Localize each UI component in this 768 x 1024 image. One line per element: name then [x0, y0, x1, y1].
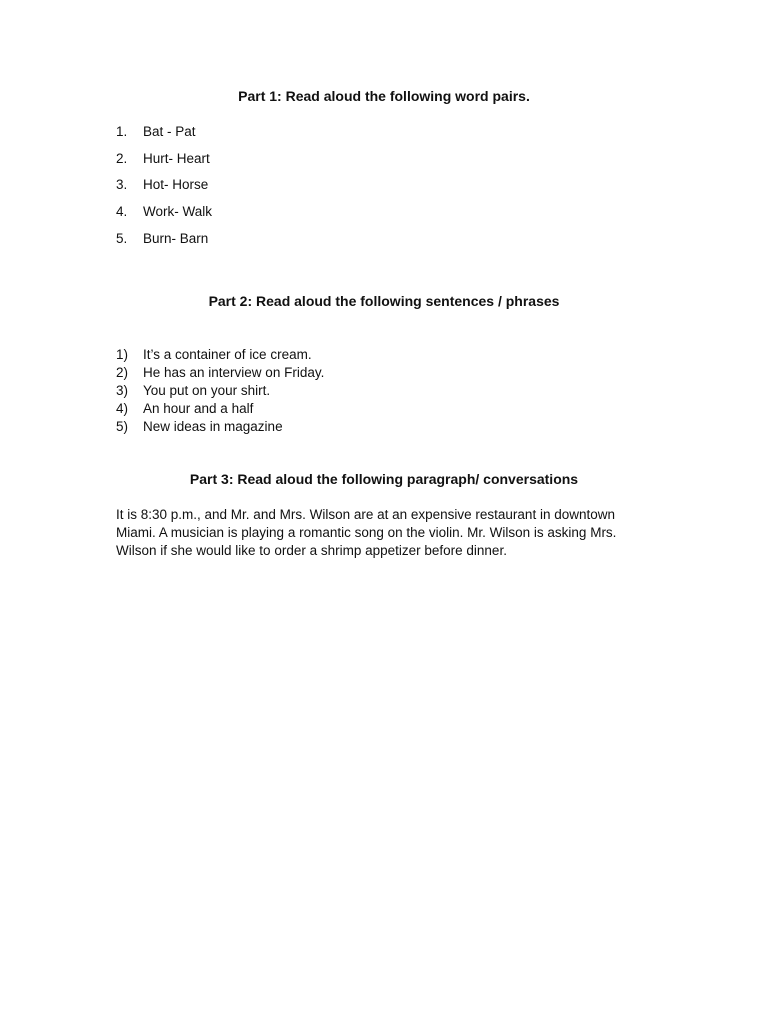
part2-heading: Part 2: Read aloud the following sentences / phrases [208, 293, 560, 309]
list-item-number: 2) [116, 364, 129, 380]
list-item [116, 150, 212, 177]
list-item [116, 418, 324, 436]
list-item [116, 230, 212, 257]
list-item-text: You put on your shirt. [143, 382, 271, 398]
list-item-text: He has an interview on Friday. [143, 364, 325, 380]
list-item-number: 4. [116, 204, 128, 220]
list-item [116, 364, 324, 382]
list-item-text: Hurt- Heart [143, 150, 210, 166]
list-item-number: 1. [116, 124, 128, 139]
list-item-number: 3. [116, 177, 128, 193]
list-item-text: Work- Walk [143, 204, 212, 220]
part1-word-pair-list [116, 123, 212, 256]
list-item [116, 203, 212, 230]
list-item [116, 382, 324, 400]
list-item-number: 5) [116, 418, 129, 434]
list-item-text: Bat - Pat [143, 124, 196, 139]
list-item-text: Hot- Horse [143, 177, 209, 193]
list-item-text: New ideas in magazine [143, 418, 283, 434]
list-item-number: 1) [116, 347, 129, 362]
list-item-number: 4) [116, 400, 129, 416]
part3-paragraph: It is 8:30 p.m., and Mr. and Mrs. Wilson are at an expensive restaurant in downtown Miami. A musician is playing a romantic song on the violin. Mr. Wilson is asking Mrs. Wilson if she would like to order a shrimp appetizer before dinner. [116, 507, 617, 558]
list-item-number: 5. [116, 230, 128, 246]
list-item-text: An hour and a half [143, 400, 254, 416]
list-item [116, 346, 324, 364]
part1-heading: Part 1: Read aloud the following word pairs. [238, 88, 530, 104]
list-item-number: 2. [116, 150, 128, 166]
list-item [116, 400, 324, 418]
part2-sentence-list [116, 346, 324, 435]
list-item [116, 176, 212, 203]
list-item-text: Burn- Barn [143, 230, 209, 246]
part3-heading: Part 3: Read aloud the following paragraph/ conversations [189, 471, 579, 487]
list-item-text: It’s a container of ice cream. [143, 347, 312, 362]
list-item-number: 3) [116, 382, 129, 398]
list-item [116, 123, 212, 150]
